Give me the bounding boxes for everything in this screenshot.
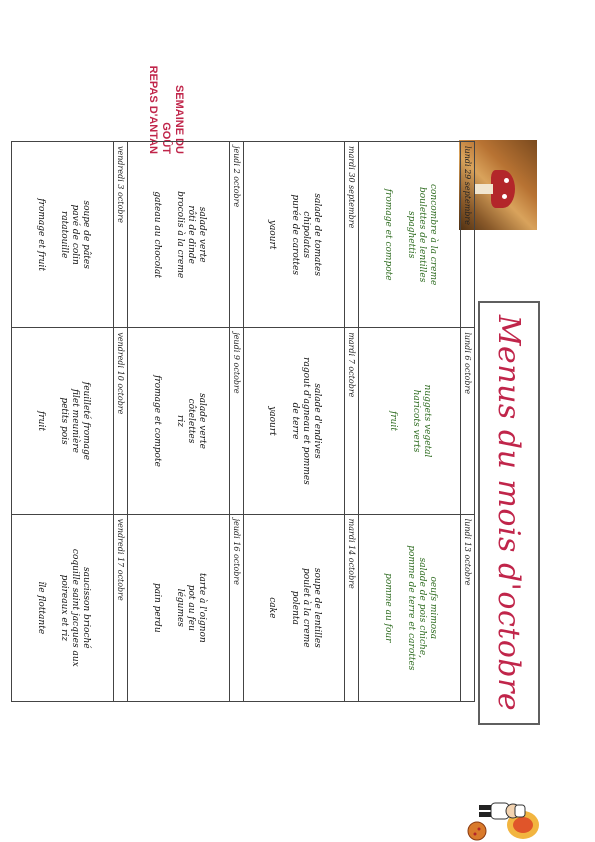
dish-item: polenta [290, 590, 301, 625]
menu-table [11, 141, 475, 702]
dish-item: saucisson brioché [80, 567, 91, 649]
dish-list [12, 328, 114, 513]
dish-item: fruit [35, 411, 46, 431]
dish-item: haricots verts [411, 389, 422, 453]
dish-item: ratatouille [58, 210, 69, 259]
dish-item: salade d'endives [312, 383, 323, 459]
day-label: mardi 30 septembre [345, 142, 359, 327]
dish-item: boulettes de lentilles [416, 186, 427, 283]
dish-item: pain perdu [151, 583, 162, 633]
day-label: lundi 13 octobre [460, 515, 474, 701]
dish-item: oeufs mimosa [427, 576, 438, 640]
dish-item: purée de carottes [290, 194, 301, 275]
dish-list [12, 515, 114, 701]
dish-item: poulet à la creme [301, 568, 312, 648]
dish-item: salade verte [196, 206, 207, 263]
menu-cell [12, 515, 128, 701]
dish-item: tarte à l'oignon [196, 572, 207, 643]
dish-item: rôti de dinde [185, 205, 196, 264]
dish-item: poireaux et riz [58, 574, 69, 642]
dish-list [360, 328, 461, 513]
dish-list [360, 515, 461, 701]
dish-item: salade de pois chiche, [416, 557, 427, 659]
dish-item: salade verte [196, 393, 207, 449]
day-label: vendredi 3 octobre [114, 142, 128, 327]
dish-item: côtelettes [185, 398, 196, 444]
day-label: vendredi 17 octobre [114, 515, 128, 701]
menu-cell [12, 142, 128, 328]
dish-item: petits pois [58, 397, 69, 445]
dish-item: fromage et compote [151, 375, 162, 467]
semaine-line-2: GOÛT [160, 122, 172, 154]
day-label: lundi 6 octobre [460, 328, 474, 513]
dish-list [244, 142, 345, 327]
dish-item: concombre à la creme [427, 183, 438, 286]
dish-item: pomme de terre et carottes [405, 545, 416, 671]
day-label: jeudi 16 octobre [229, 515, 243, 701]
menu-cell [243, 328, 359, 514]
dish-item: yaourt [267, 406, 278, 436]
dish-item: ragout d'agneau et pommes [301, 357, 312, 485]
dish-item: cake [267, 597, 278, 619]
dish-item: île flottante [35, 581, 46, 635]
dish-list [129, 328, 230, 513]
page-title: Menus du mois d'octobre [491, 314, 527, 712]
day-label: jeudi 2 octobre [229, 142, 243, 327]
chef-illustration [457, 795, 543, 841]
dish-item: yaourt [267, 219, 278, 250]
dish-item: de terre [290, 402, 301, 440]
menu-cell [359, 328, 475, 514]
day-label: mardi 7 octobre [345, 328, 359, 513]
dish-list [360, 142, 461, 327]
semaine-line-3: REPAS D'ANTAN [147, 65, 159, 154]
dish-item: fromage et fruit [35, 198, 46, 271]
dish-item: pavé de colin [69, 204, 80, 265]
dish-item: chipolatas [301, 211, 312, 259]
dish-item: soupe de lentilles [312, 567, 323, 648]
dish-item: brocolis à la creme [174, 191, 185, 279]
menu-cell [243, 142, 359, 328]
dish-list [244, 515, 345, 701]
dish-item: spaghettis [405, 210, 416, 259]
day-label: mardi 14 octobre [345, 515, 359, 701]
dish-item: riz [174, 415, 185, 427]
day-label: lundi 29 septembre [460, 142, 474, 327]
semaine-du-gout-label [146, 54, 185, 154]
dish-item: fruit [388, 411, 399, 431]
menu-cell [359, 515, 475, 701]
dish-item: feuilleté fromage [80, 381, 91, 461]
page-title-box [478, 301, 540, 725]
dish-list [129, 142, 230, 327]
dish-item: pot au feu [185, 584, 196, 631]
semaine-line-1: SEMAINE DU [173, 84, 185, 154]
dish-list [244, 328, 345, 513]
day-label: jeudi 9 octobre [229, 328, 243, 513]
dish-item: filet meunière [69, 389, 80, 453]
menu-cell [12, 328, 128, 514]
dish-item: fromage et compote [382, 188, 393, 281]
menu-cell [243, 515, 359, 701]
menu-cell [128, 328, 244, 514]
dish-item: légumes [174, 588, 185, 627]
menu-cell [359, 142, 475, 328]
menu-cell [128, 142, 244, 328]
dish-item: coquille saint jacques aux [69, 548, 80, 667]
dish-item: gateau au chocolat [151, 191, 162, 279]
dish-item: soupe de pâtes [80, 200, 91, 269]
dish-list [12, 142, 114, 327]
dish-item: pomme au four [382, 573, 393, 643]
dish-list [129, 515, 230, 701]
day-label: vendredi 10 octobre [114, 328, 128, 513]
menu-cell [128, 515, 244, 701]
dish-item: salade de tomates [312, 193, 323, 276]
dish-item: nuggets vegetal [422, 384, 433, 458]
